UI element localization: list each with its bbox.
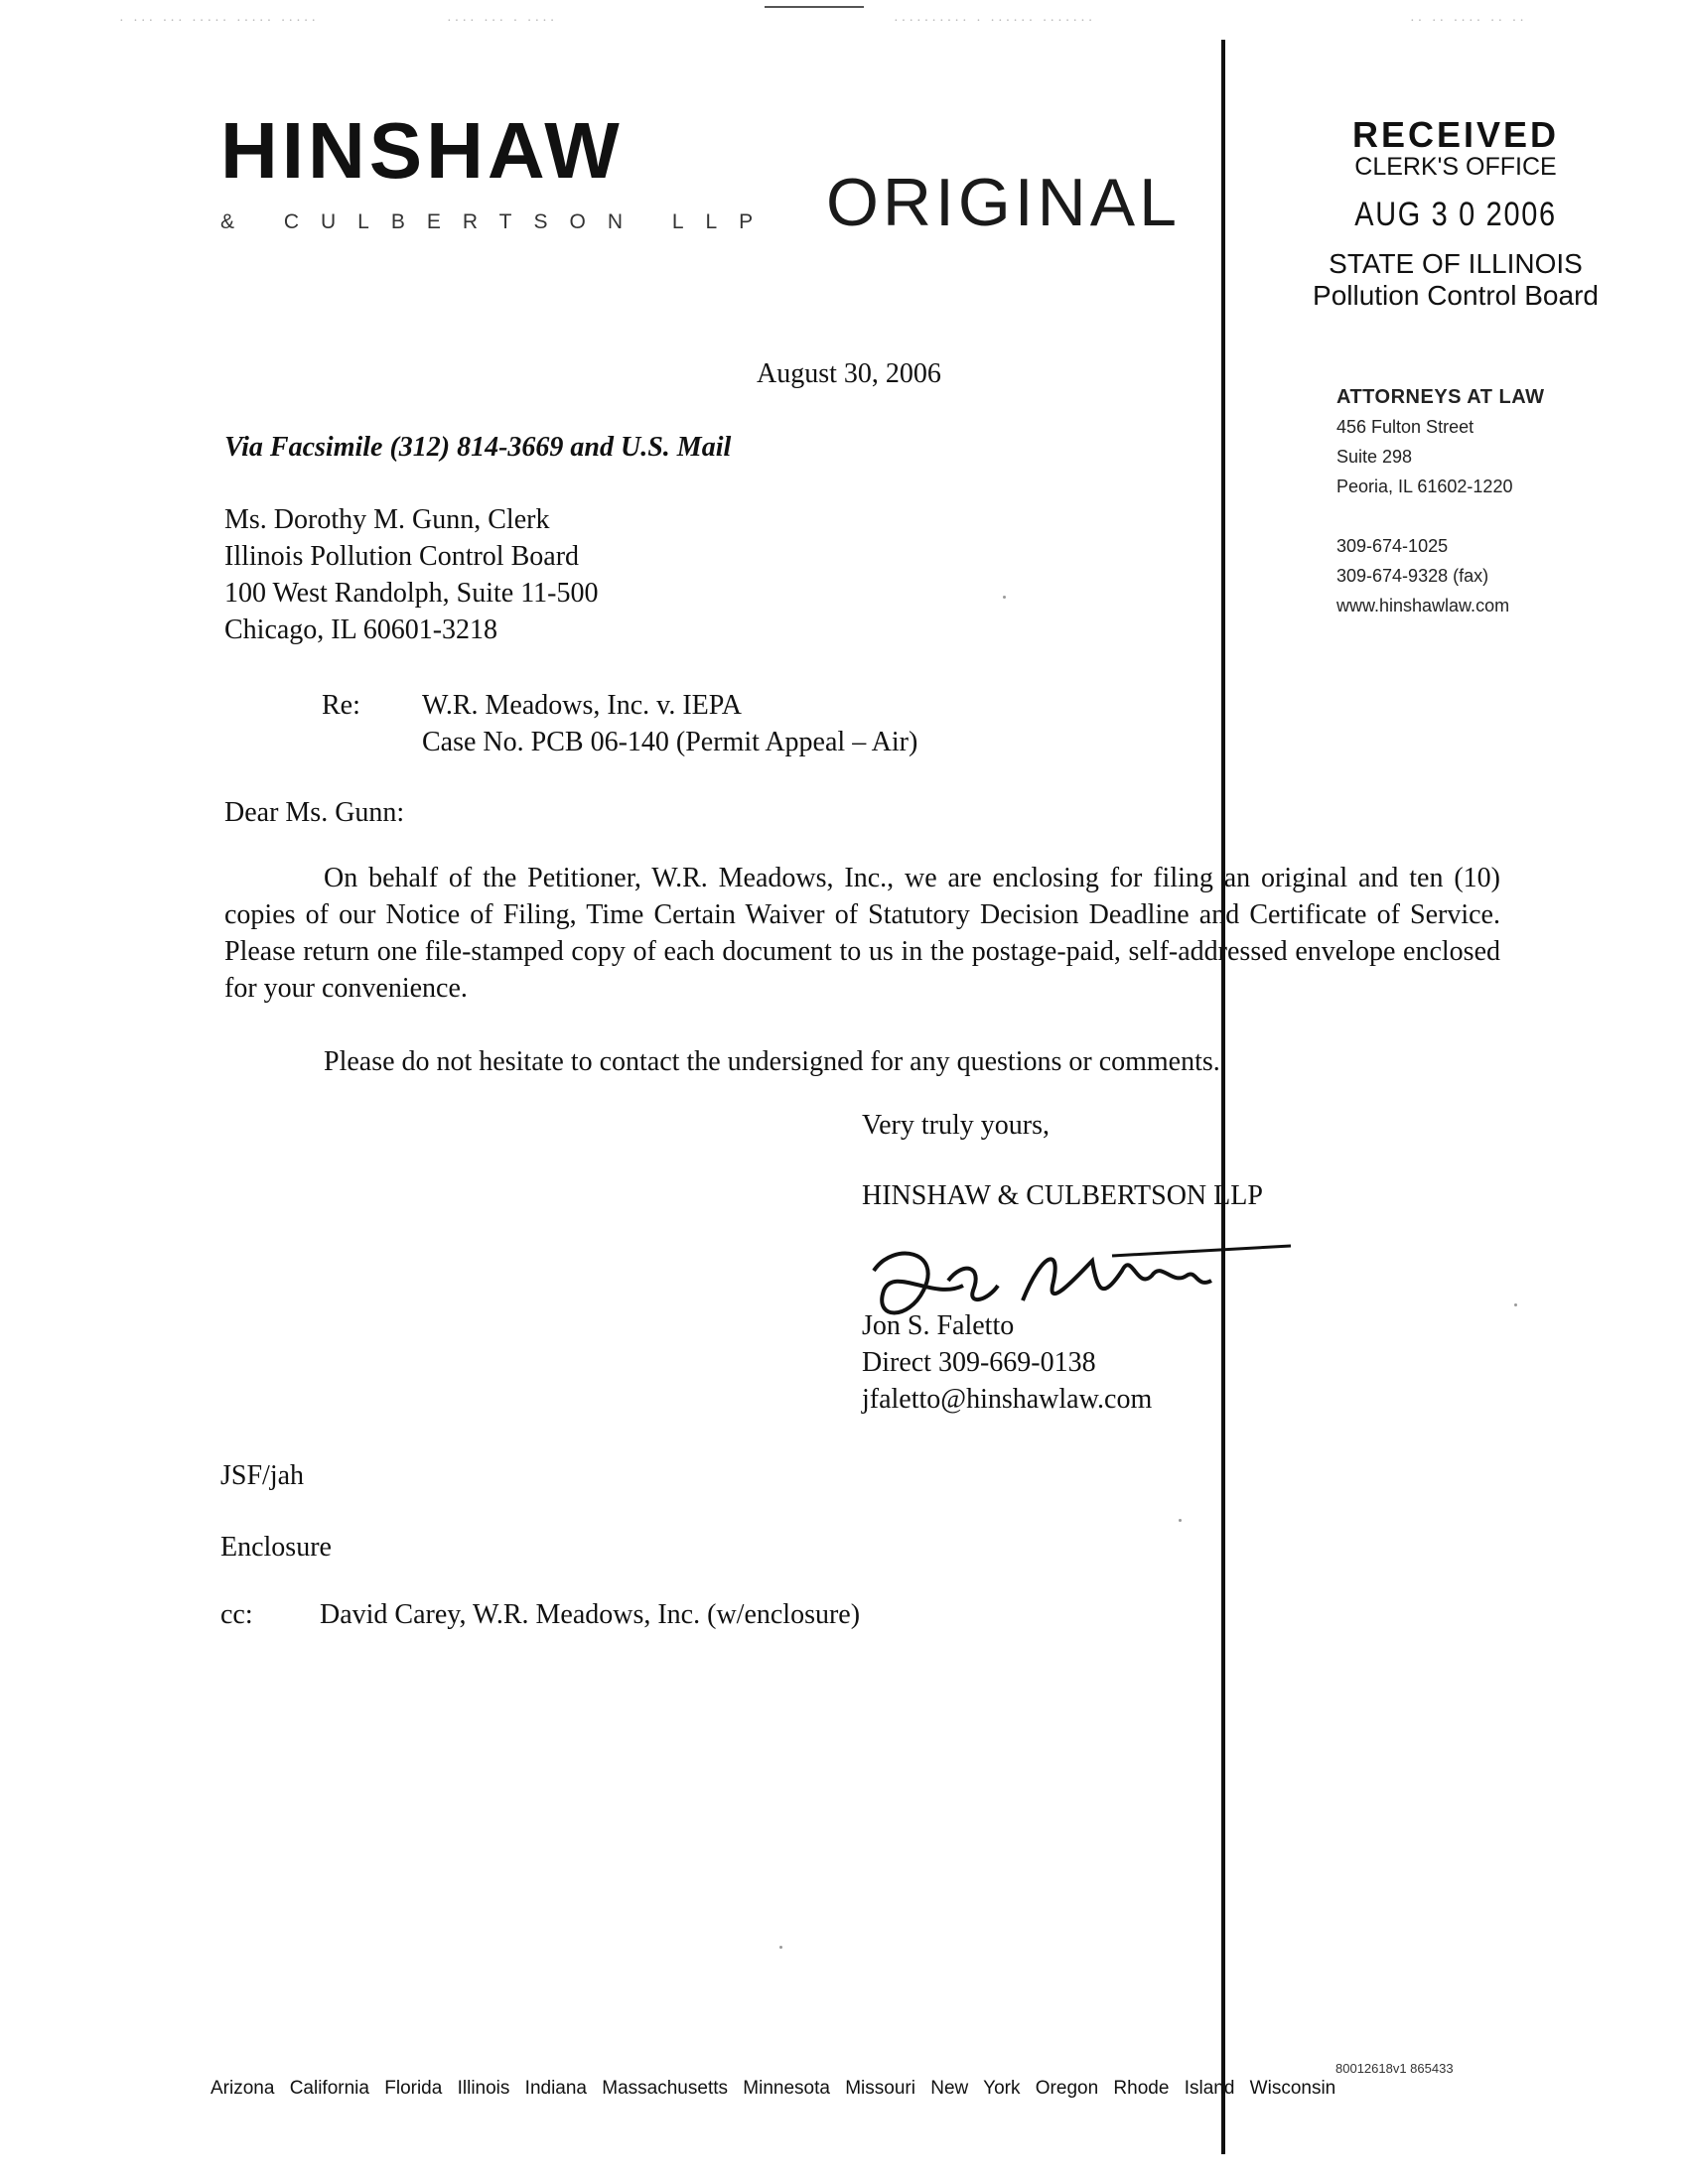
re-line: Case No. PCB 06-140 (Permit Appeal – Air) [422, 727, 918, 757]
body-paragraph [224, 860, 1500, 1007]
document-number: 80012618v1 865433 [1335, 2061, 1454, 2076]
received-stamp [1287, 114, 1624, 312]
signer-direct-phone: Direct 309-669-0138 [862, 1347, 1096, 1378]
top-rule [765, 6, 864, 8]
recipient-address [224, 501, 599, 648]
original-stamp: ORIGINAL [826, 165, 1181, 240]
scan-speck [779, 1946, 782, 1949]
recipient-line: Illinois Pollution Control Board [224, 541, 580, 572]
fax-header-mark: ···· ··· · ···· [447, 14, 558, 29]
closing: Very truly yours, [862, 1110, 1050, 1141]
recipient-line: Chicago, IL 60601-3218 [224, 614, 498, 645]
scan-speck [1514, 1303, 1517, 1306]
salutation: Dear Ms. Gunn: [224, 797, 405, 828]
re-line: W.R. Meadows, Inc. v. IEPA [422, 690, 742, 721]
received-state: STATE OF ILLINOIS [1329, 248, 1583, 279]
re-subject [422, 687, 917, 760]
recipient-line: Ms. Dorothy M. Gunn, Clerk [224, 504, 550, 535]
cc-label: cc: [220, 1599, 253, 1630]
fax-header-mark: ·········· · ······ ······· [894, 14, 1096, 29]
received-title: RECEIVED [1351, 114, 1560, 155]
recipient-line: 100 West Randolph, Suite 11-500 [224, 578, 599, 609]
fax-header-mark: · ··· ··· ····· ····· ····· [119, 14, 320, 29]
delivery-method: Via Facsimile (312) 814-3669 and U.S. Mail [224, 432, 732, 463]
firm-fax: 309-674-9328 (fax) [1336, 566, 1489, 586]
received-date: AUG 3 0 2006 [1354, 196, 1557, 233]
firm-city: Peoria, IL 61602-1220 [1336, 477, 1513, 496]
fax-scan-line [1221, 40, 1225, 2154]
typist-initials: JSF/jah [220, 1460, 305, 1491]
attorneys-at-law-heading: ATTORNEYS AT LAW [1336, 386, 1545, 408]
signer-name: Jon S. Faletto [862, 1310, 1015, 1341]
body-paragraph: Please do not hesitate to contact the undersigned for any questions or comments. [324, 1046, 1220, 1077]
signer-email: jfaletto@hinshawlaw.com [862, 1384, 1153, 1415]
signature-firm-name: HINSHAW & CULBERTSON LLP [862, 1180, 1263, 1211]
signer-block [862, 1307, 1152, 1418]
firm-logo-subtitle: & CULBERTSON LLP [220, 210, 775, 233]
body-paragraph-text: On behalf of the Petitioner, W.R. Meadows, Inc., we are enclosing for filing an original and ten (10) copies of our Notice of Filing, Time Certain Waiver of Statutory Decision Deadline and Certificate of Service. Please return one file-stamped copy of each document to us in the postage-paid, self-addressed envelope enclosed for your convenience. [224, 863, 1500, 1004]
scan-speck [1179, 1519, 1182, 1522]
scan-speck [1003, 596, 1006, 599]
received-board: Pollution Control Board [1313, 280, 1599, 311]
enclosure-note: Enclosure [220, 1532, 332, 1563]
firm-website: www.hinshawlaw.com [1336, 596, 1510, 615]
re-label: Re: [322, 690, 360, 721]
letter-date: August 30, 2006 [757, 358, 941, 389]
firm-phone: 309-674-1025 [1336, 536, 1449, 556]
firm-street: 456 Fulton Street [1336, 417, 1474, 437]
footer-office-locations: Arizona California Florida Illinois Indiana Massachusetts Minnesota Missouri New York Oregon Rhode Island Wisconsin [210, 2078, 1336, 2099]
firm-contact-block [1336, 382, 1544, 620]
fax-header-mark: ·· ·· ···· ·· ·· [1410, 14, 1527, 29]
cc-recipient: David Carey, W.R. Meadows, Inc. (w/enclosure) [320, 1599, 861, 1630]
received-office: CLERK'S OFFICE [1354, 153, 1557, 181]
firm-suite: Suite 298 [1336, 447, 1413, 467]
firm-logo: HINSHAW [220, 106, 624, 195]
